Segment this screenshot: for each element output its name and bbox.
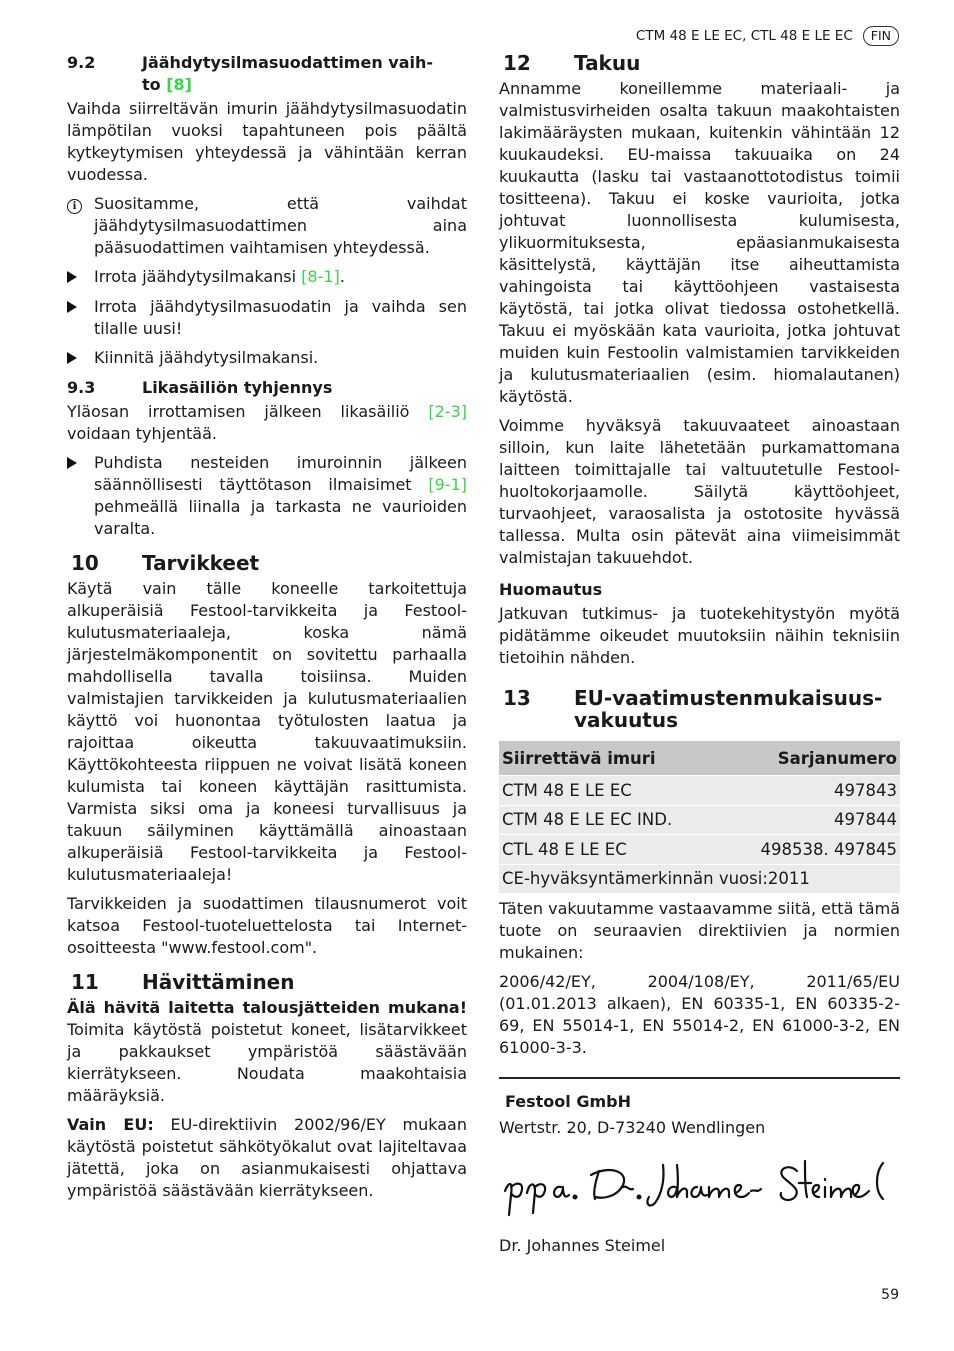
right-column: [499, 52, 900, 1264]
reference-link: [2-3]: [428, 402, 467, 421]
paragraph: Yläosan irrottamisen jälkeen likasäiliö [2-3] voidaan tyhjentää.: [67, 402, 467, 443]
paragraph: Vaihda siirreltävän imurin jäähdytysilmasuodatin lämpötilan vuoksi tapahtuneen pois päältä kytkeytymisen yhteydessä ja vähintään kerran vuodessa.: [67, 99, 467, 184]
page-header: [636, 26, 899, 46]
reference-link: [9-1]: [428, 475, 467, 494]
divider: [499, 1077, 900, 1079]
handwritten-signature: [499, 1151, 900, 1225]
info-icon: i: [67, 199, 82, 214]
paragraph: 2006/42/EY, 2004/108/EY, 2011/65/EU (01.01.2013 alkaen), EN 60335-1, EN 60335-2-69, EN 55014-1, EN 55014-2, EN 61000-3-2, EN 61000-3-3.: [499, 972, 900, 1057]
serial-number-table: [499, 741, 900, 894]
instruction-step: Irrota jäähdytysilmakansi [8-1].: [67, 266, 467, 289]
section-9-3-heading: 9.3 Likasäiliön tyhjennys: [67, 378, 333, 397]
paragraph: Täten vakuutamme vastaavamme siitä, että tämä tuote on seuraavien direktiivien ja normien mukainen:: [499, 899, 900, 962]
paragraph: Vain EU: EU-direktiivin 2002/96/EY mukaan käytöstä poistetut sähkötyökalut ovat lajiteltavaa jätettä, joka on asianmukaisesti ohjattava ympäristöä säästävään kierrätykseen.: [67, 1115, 467, 1200]
instruction-step: Irrota jäähdytysilmasuodatin ja vaihda sen tilalle uusi!: [67, 296, 467, 340]
model-name: CTM 48 E LE EC, CTL 48 E LE EC: [635, 28, 853, 44]
language-badge: FIN: [863, 26, 899, 46]
table-row: CTL 48 E LE EC 498538. 497845: [499, 835, 900, 865]
paragraph: Jatkuvan tutkimus- ja tuotekehitystyön myötä pidätämme oikeudet muutoksiin näihin teknisiin tietoihin nähden.: [499, 604, 900, 667]
left-column: [67, 52, 467, 1209]
reference-link: [8-1]: [301, 267, 340, 286]
paragraph: Voimme hyväksyä takuuvaateet ainoastaan silloin, kun laite lähetetään purkamattomana laitteen toimittajalle tai valtuutetulle Festool-huoltokorjaamolle. Säilytä käyttöohjeet, turvaohjeet, varaosalista ja ostotosite hyvässä tallessa. Multa osin pätevät aina viimeisimmät valmistajan takuuehdot.: [499, 416, 900, 567]
section-12-heading: 12 Takuu: [503, 51, 641, 75]
section-11-heading: 11 Hävittäminen: [71, 970, 295, 994]
section-13-heading: 13 EU-vaatimustenmukaisuus- vakuutus: [503, 686, 883, 732]
info-note: i Suositamme, että vaihdat jäähdytysilmasuodattimen aina pääsuodattimen vaihtamisen yhteydessä.: [67, 193, 467, 259]
company-name: Festool GmbH: [505, 1092, 631, 1111]
table-header-row: Siirrettävä imuri Sarjanumero: [499, 741, 900, 776]
table-row: CE-hyväksyntämerkinnän vuosi:2011: [499, 864, 900, 894]
arrow-bullet-icon: [67, 301, 77, 313]
arrow-bullet-icon: [67, 352, 77, 364]
signatory-name: Dr. Johannes Steimel: [499, 1236, 666, 1255]
note-heading: Huomautus: [499, 580, 603, 599]
paragraph: Tarvikkeiden ja suodattimen tilausnumerot voit katsoa Festool-tuoteluettelosta tai Internet-osoitteesta "www.festool.com".: [67, 894, 467, 957]
instruction-step: Kiinnitä jäähdytysilmakansi.: [67, 347, 467, 370]
page-number: 59: [881, 1287, 899, 1303]
section-10-heading: 10 Tarvikkeet: [71, 551, 260, 575]
arrow-bullet-icon: [67, 457, 77, 469]
paragraph: Annamme koneillemme materiaali- ja valmistusvirheiden osalta takuun maakohtaisten lakimääräysten mukaan, kuitenkin vähintään 12 kuukaudeksi. EU-maissa takuuaika on 24 kuukautta (lasku tai vastaanottotodistus toimii tositteena). Takuu ei koske vaurioita, jotka johtuvat luonnollisesta kulumisesta, ylikuormituksesta, epäasianmukaisesta käsittelystä, käyttäjän itse aiheuttamista vahingoista tai käyttöohjeen vastaisesta käytöstä, tai jotka olivat tiedossa ostohetkellä. Takuu ei myöskään kata vaurioita, jotka johtuvat muiden kuin Festoolin valmistamien tarvikkeiden ja kulutusmateriaalien (esim. hiomalautanen) käytöstä.: [499, 79, 900, 406]
table-row: CTM 48 E LE EC 497843: [499, 776, 900, 806]
paragraph: Älä hävitä laitetta talousjätteiden mukana! Toimita käytöstä poistetut koneet, lisätarvikkeet ja pakkaukset ympäristöä säästävään kierrätykseen. Noudata maakohtaisia määräyksiä.: [67, 998, 467, 1105]
company-address: Wertstr. 20, D-73240 Wendlingen: [499, 1118, 766, 1137]
arrow-bullet-icon: [67, 271, 77, 283]
paragraph: Käytä vain tälle koneelle tarkoitettuja alkuperäisiä Festool-tarvikkeita ja Festool-kulutusmateriaaleja, koska nämä järjestelmäkomponentit on sovitettu parhaalla mahdollisella tavalla toisiinsa. Muiden valmistajien tarvikkeiden ja kulutusmateriaalien käyttö voi huonontaa työtulosten laatua ja rajoittaa oikeutta takuuvaatimuksiin. Käyttökohteesta riippuen ne voivat lisätä koneen kulumista tai koneen käyttäjän rasittumista. Varmista siksi oma ja koneesi turvallisuus ja takuun säilyminen käyttämällä ainoastaan alkuperäisiä Festool-tarvikkeita ja Festool-kulutusmateriaaleja!: [67, 579, 467, 884]
instruction-step: Puhdista nesteiden imuroinnin jälkeen säännöllisesti täyttötason ilmaisimet [9-1] pehmeällä liinalla ja tarkasta ne vaurioiden varalta.: [67, 452, 467, 540]
table-row: CTM 48 E LE EC IND. 497844: [499, 805, 900, 835]
reference-link: [8]: [166, 75, 192, 94]
section-9-2-heading: 9.2 Jäähdytysilmasuodattimen vaih- to [8]: [67, 53, 434, 94]
